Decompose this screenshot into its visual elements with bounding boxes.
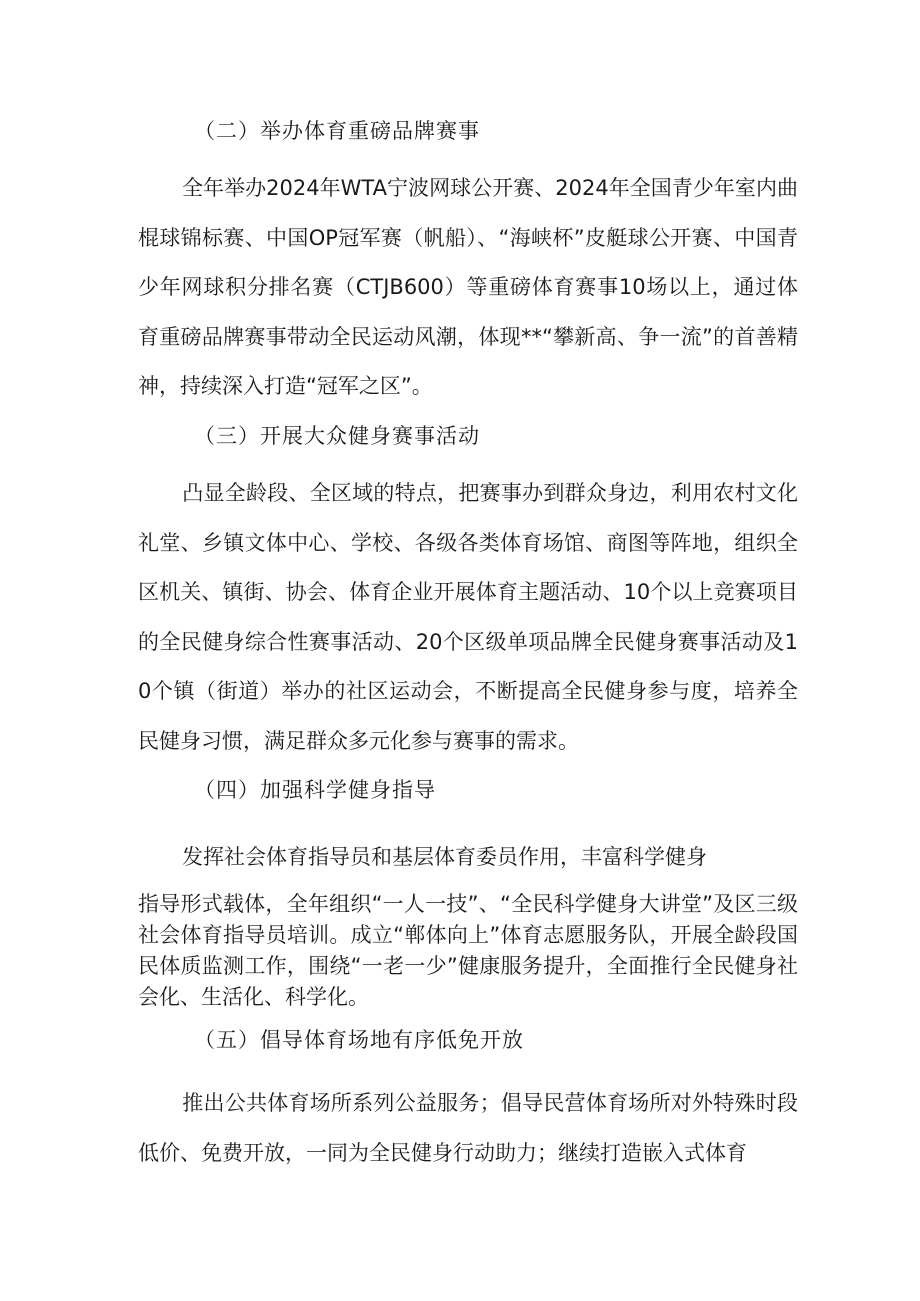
section-body-2-text: 全年举办2024年WTA宁波网球公开赛、2024年全国青少年室内曲棍球锦标赛、中国OP冠军赛（帆船）、“海峡杯”皮艇球公开赛、中国青少年网球积分排名赛（CTJB600）等重磅体育赛事10场以上，通过体育重磅品牌赛事带动全民运动风潮，体现**“攀新高、争一流”的首善精神，持续深入打造“冠军之区”。	[138, 176, 798, 398]
section-body-5	[138, 1079, 798, 1178]
section-body-4-line1: 发挥社会体育指导员和基层体育委员作用，丰富科学健身	[182, 845, 707, 869]
section-body-3	[138, 469, 798, 766]
section-heading-5: （五）倡导体育场地有序低免开放	[194, 1028, 524, 1052]
section-body-2	[138, 164, 798, 412]
section-heading-2: （二）举办体育重磅品牌赛事	[194, 119, 480, 143]
section-heading-3: （三）开展大众健身赛事活动	[194, 424, 480, 448]
section-body-3-text: 凸显全龄段、全区域的特点，把赛事办到群众身边，利用农村文化礼堂、乡镇文体中心、学校、各级各类体育场馆、商图等阵地，组织全区机关、镇街、协会、体育企业开展体育主题活动、10个以上竞赛项目的全民健身综合性赛事活动、20个区级单项品牌全民健身赛事活动及10个镇（街道）举办的社区运动会，不断提高全民健身参与度，培养全民健身习惯，满足群众多元化参与赛事的需求。	[138, 481, 798, 753]
section-body-4-rest: 指导形式载体，全年组织“一人一技”、“全民科学健身大讲堂”及区三级社会体育指导员培训。成立“郸体向上”体育志愿服务队，开展全龄段国民体质监测工作，围绕“一老一少”健康服务提升，全面推行全民健身社会化、生活化、科学化。	[138, 892, 798, 1009]
section-heading-4: （四）加强科学健身指导	[194, 778, 436, 802]
section-body-5-text: 推出公共体育场所系列公益服务；倡导民营体育场所对外特殊时段低价、免费开放，一同为全民健身行动助力；继续打造嵌入式体育	[138, 1091, 798, 1165]
